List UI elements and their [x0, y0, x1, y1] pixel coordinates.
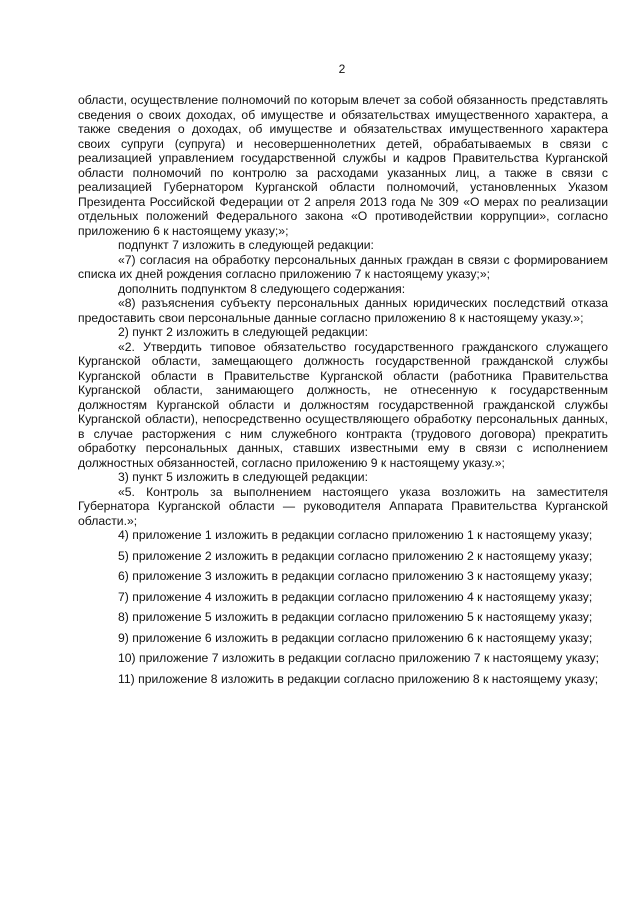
document-body	[78, 93, 608, 686]
paragraph: 2) пункт 2 изложить в следующей редакции:	[118, 325, 368, 339]
paragraph: «5. Контроль за выполнением настоящего указа возложить на заместителя Губернатора Курганской области — руководителя Аппарата Правительства Курганской области.»;	[78, 484, 608, 528]
paragraph: 5) приложение 2 изложить в редакции согласно приложению 2 к настоящему указу;	[118, 548, 593, 563]
paragraph: «2. Утвердить типовое обязательство государственного гражданского служащего Курганской области, замещающего должность государственной гражданской службы Курганской области в Правительстве Курганской области (работника Правительства Курганской области, занимающего должность, не отнесенную к государственным должностям Курганской области и должностям государственной гражданской службы Курганской области), непосредственно осуществляющего обработку персональных данных, в случае расторжения с ним служебного контракта (трудового договора) прекратить обработку персональных данных, ставших известными ему в связи с исполнением должностных обязанностей, согласно приложению 9 к настоящему указу.»;	[78, 339, 608, 470]
paragraph: «7) согласия на обработку персональных данных граждан в связи с формированием списка их дней рождения согласно приложению 7 к настоящему указу;»;	[78, 252, 608, 281]
paragraph: 6) приложение 3 изложить в редакции согласно приложению 3 к настоящему указу;	[118, 569, 593, 583]
paragraph: подпункт 7 изложить в следующей редакции:	[118, 238, 374, 252]
paragraph: 8) приложение 5 изложить в редакции согласно приложению 5 к настоящему указу;	[118, 610, 593, 624]
page-number: 2	[338, 62, 346, 76]
paragraph: 10) приложение 7 изложить в редакции согласно приложению 7 к настоящему указу;	[118, 651, 600, 665]
paragraph: 7) приложение 4 изложить в редакции согласно приложению 4 к настоящему указу;	[118, 589, 593, 604]
paragraph: дополнить подпунктом 8 следующего содержания:	[118, 281, 406, 296]
paragraph: 9) приложение 6 изложить в редакции согласно приложению 6 к настоящему указу;	[118, 630, 593, 645]
paragraph: 4) приложение 1 изложить в редакции согласно приложению 1 к настоящему указу;	[118, 528, 593, 542]
paragraph: 3) пункт 5 изложить в следующей редакции:	[118, 470, 368, 484]
paragraph: области, осуществление полномочий по которым влечет за собой обязанность представлять сведения о своих доходах, об имуществе и обязательствах имущественного характера, а также сведения о доходах, об имуществе и обязательствах имущественного характера своих супруги (супруга) и несовершеннолетних детей, обрабатываемых в связи с реализацией управлением государственной службы и кадров Правительства Курганской области полномочий по контролю за расходами указанных лиц, а также в связи с реализацией Губернатором Курганской области полномочий, установленных Указом Президента Российской Федерации от 2 апреля 2013 года № 309 «О мерах по реализации отдельных положений Федерального закона «О противодействии коррупции», согласно приложению 6 к настоящему указу;»;	[78, 93, 608, 238]
paragraph: 11) приложение 8 изложить в редакции согласно приложению 8 к настоящему указу;	[118, 671, 599, 686]
paragraph: «8) разъяснения субъекту персональных данных юридических последствий отказа предоставить свои персональные данные согласно приложению 8 к настоящему указу.»;	[78, 296, 608, 325]
